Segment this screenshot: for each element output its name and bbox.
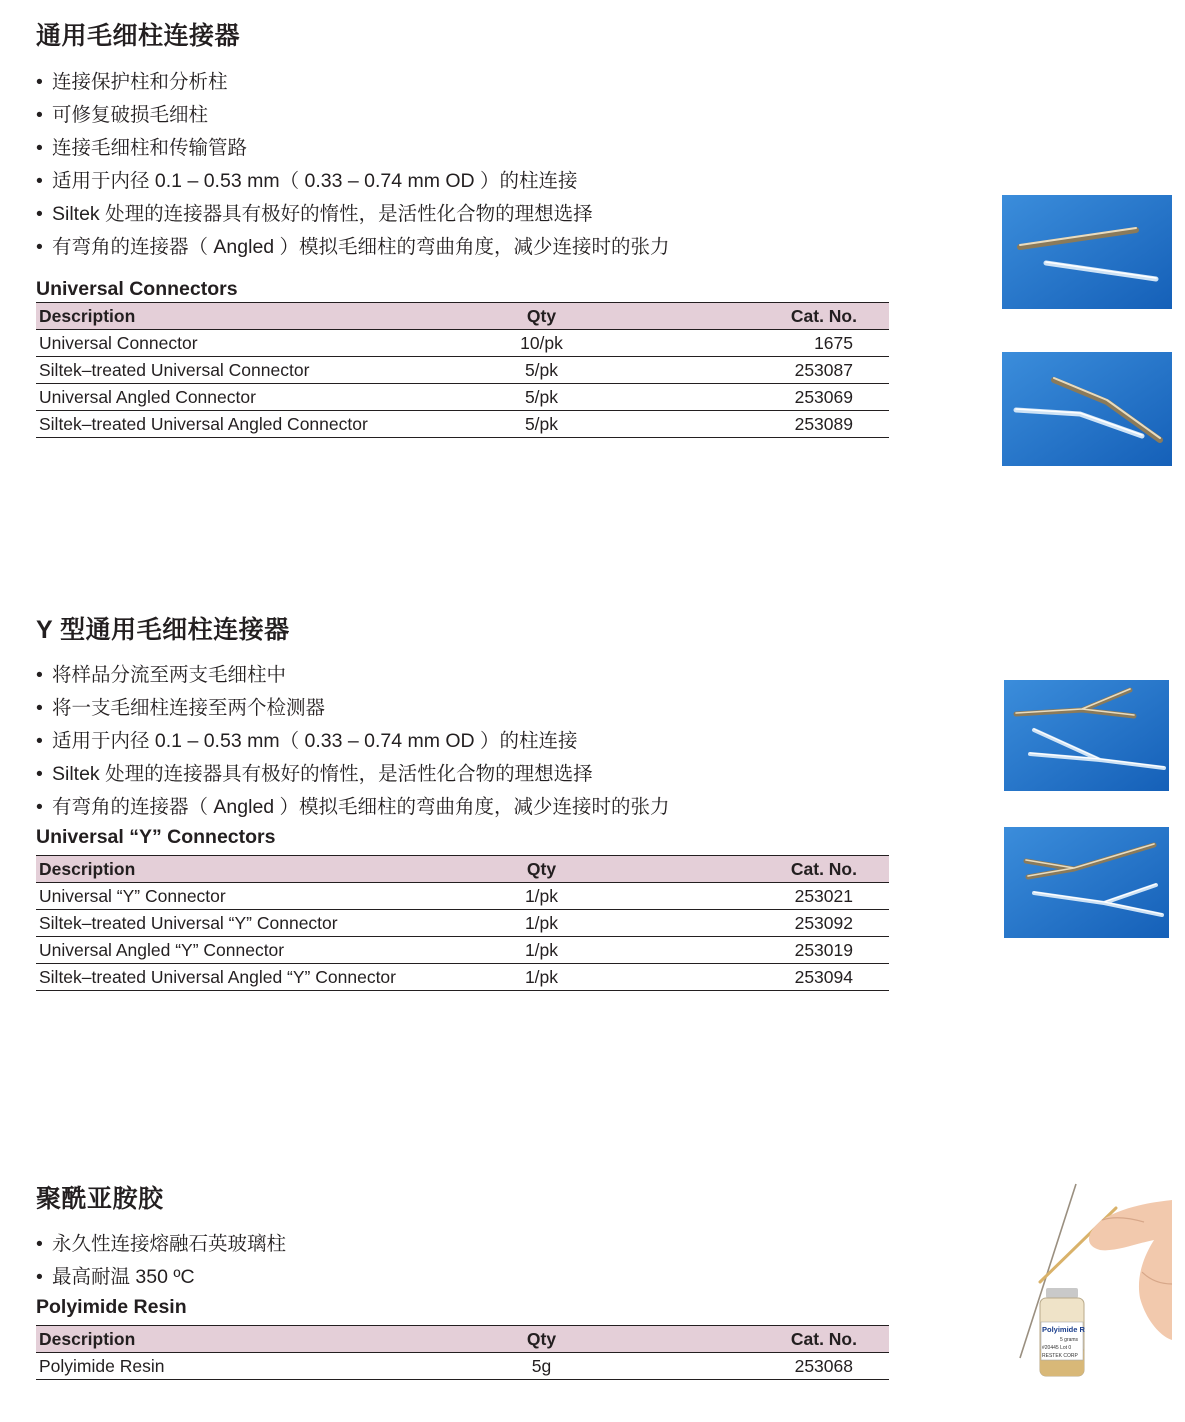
photo-angled-y-connector [1004, 827, 1169, 938]
feature-list [36, 1228, 889, 1294]
cell-qty: 1/pk [482, 883, 601, 910]
photo-polyimide-resin-bottle [1004, 1180, 1172, 1380]
bottle-label-line-2: 5 grams [1060, 1337, 1079, 1343]
header-qty: Qty [482, 1326, 601, 1353]
table-title: Universal “Y” Connectors [36, 826, 276, 848]
table-row [36, 357, 889, 384]
bottle-label-line-4: RESTEK CORP [1042, 1353, 1078, 1359]
cell-qty: 1/pk [482, 910, 601, 937]
feature-item: • 有弯角的连接器（ Angled ）模拟毛细柱的弯曲角度，减少连接时的张力 [36, 231, 889, 264]
cell-description: Siltek–treated Universal Angled “Y” Connector [36, 964, 482, 991]
table-header-row [36, 1326, 889, 1353]
cell-description: Siltek–treated Universal “Y” Connector [36, 910, 482, 937]
cell-qty: 5/pk [482, 357, 601, 384]
header-description: Description [36, 303, 482, 330]
bullet-dot: • [36, 796, 43, 818]
cell-cat-no: 253094 [601, 964, 889, 991]
photo-y-connector [1004, 680, 1169, 791]
cell-cat-no: 253068 [601, 1353, 889, 1380]
header-cat-no: Cat. No. [601, 1326, 889, 1353]
bullet-dot: • [36, 71, 43, 93]
cell-cat-no: 253019 [601, 937, 889, 964]
feature-item: • 将一支毛细柱连接至两个检测器 [36, 692, 889, 725]
cell-description: Universal Angled “Y” Connector [36, 937, 482, 964]
feature-list [36, 66, 889, 264]
section-title: Y 型通用毛细柱连接器 [36, 616, 290, 644]
photo-universal-connector [1002, 195, 1172, 309]
cell-description: Universal Connector [36, 330, 482, 357]
feature-item: • 有弯角的连接器（ Angled ）模拟毛细柱的弯曲角度，减少连接时的张力 [36, 791, 889, 824]
cell-cat-no: 253087 [601, 357, 889, 384]
feature-item: • 可修复破损毛细柱 [36, 99, 889, 132]
cell-qty: 5/pk [482, 411, 601, 438]
cell-cat-no: 1675 [601, 330, 889, 357]
feature-item: • 连接保护柱和分析柱 [36, 66, 889, 99]
cell-qty: 1/pk [482, 937, 601, 964]
header-qty: Qty [482, 856, 601, 883]
header-description: Description [36, 1326, 482, 1353]
table-row [36, 883, 889, 910]
cell-description: Universal Angled Connector [36, 384, 482, 411]
table-row [36, 937, 889, 964]
bullet-dot: • [36, 137, 43, 159]
bullet-dot: • [36, 664, 43, 686]
header-cat-no: Cat. No. [601, 303, 889, 330]
table-row [36, 964, 889, 991]
feature-item: • 永久性连接熔融石英玻璃柱 [36, 1228, 889, 1261]
cell-qty: 1/pk [482, 964, 601, 991]
table-header-row [36, 303, 889, 330]
cell-description: Polyimide Resin [36, 1353, 482, 1380]
cell-cat-no: 253089 [601, 411, 889, 438]
table-row [36, 384, 889, 411]
bullet-dot: • [36, 1266, 43, 1288]
feature-item: • 适用于内径 0.1 – 0.53 mm（ 0.33 – 0.74 mm OD ）的柱连接 [36, 725, 889, 758]
bullet-dot: • [36, 236, 43, 258]
cell-description: Siltek–treated Universal Connector [36, 357, 482, 384]
feature-list [36, 659, 889, 824]
product-table [36, 302, 889, 438]
header-cat-no: Cat. No. [601, 856, 889, 883]
section-title: 聚酰亚胺胶 [36, 1185, 164, 1213]
bullet-dot: • [36, 170, 43, 192]
table-row [36, 330, 889, 357]
section-y-connectors [36, 614, 889, 991]
section-polyimide-resin [36, 1183, 889, 1380]
cell-qty: 5g [482, 1353, 601, 1380]
cell-qty: 5/pk [482, 384, 601, 411]
table-row [36, 1353, 889, 1380]
bullet-dot: • [36, 104, 43, 126]
bottle-label-line-3: #20445 Lot 0 [1042, 1345, 1072, 1351]
table-header-row [36, 856, 889, 883]
bottle-label-line-1: Polyimide R [1042, 1325, 1085, 1334]
feature-item: • 适用于内径 0.1 – 0.53 mm（ 0.33 – 0.74 mm OD ）的柱连接 [36, 165, 889, 198]
feature-item: • Siltek 处理的连接器具有极好的惰性，是活性化合物的理想选择 [36, 758, 889, 791]
product-table [36, 1325, 889, 1380]
feature-item: • Siltek 处理的连接器具有极好的惰性，是活性化合物的理想选择 [36, 198, 889, 231]
cell-cat-no: 253069 [601, 384, 889, 411]
table-row [36, 910, 889, 937]
cell-cat-no: 253021 [601, 883, 889, 910]
bullet-dot: • [36, 203, 43, 225]
table-title: Polyimide Resin [36, 1296, 187, 1318]
table-row [36, 411, 889, 438]
bullet-dot: • [36, 763, 43, 785]
product-table [36, 855, 889, 991]
feature-item: • 连接毛细柱和传输管路 [36, 132, 889, 165]
section-title: 通用毛细柱连接器 [36, 22, 241, 50]
header-description: Description [36, 856, 482, 883]
cell-description: Universal “Y” Connector [36, 883, 482, 910]
bullet-dot: • [36, 697, 43, 719]
feature-item: • 将样品分流至两支毛细柱中 [36, 659, 889, 692]
photo-angled-connector [1002, 352, 1172, 466]
cell-description: Siltek–treated Universal Angled Connector [36, 411, 482, 438]
table-title: Universal Connectors [36, 278, 238, 300]
feature-item: • 最高耐温 350 ºC [36, 1261, 889, 1294]
bullet-dot: • [36, 730, 43, 752]
header-qty: Qty [482, 303, 601, 330]
cell-qty: 10/pk [482, 330, 601, 357]
bullet-dot: • [36, 1233, 43, 1255]
section-universal-connectors [36, 20, 889, 438]
cell-cat-no: 253092 [601, 910, 889, 937]
